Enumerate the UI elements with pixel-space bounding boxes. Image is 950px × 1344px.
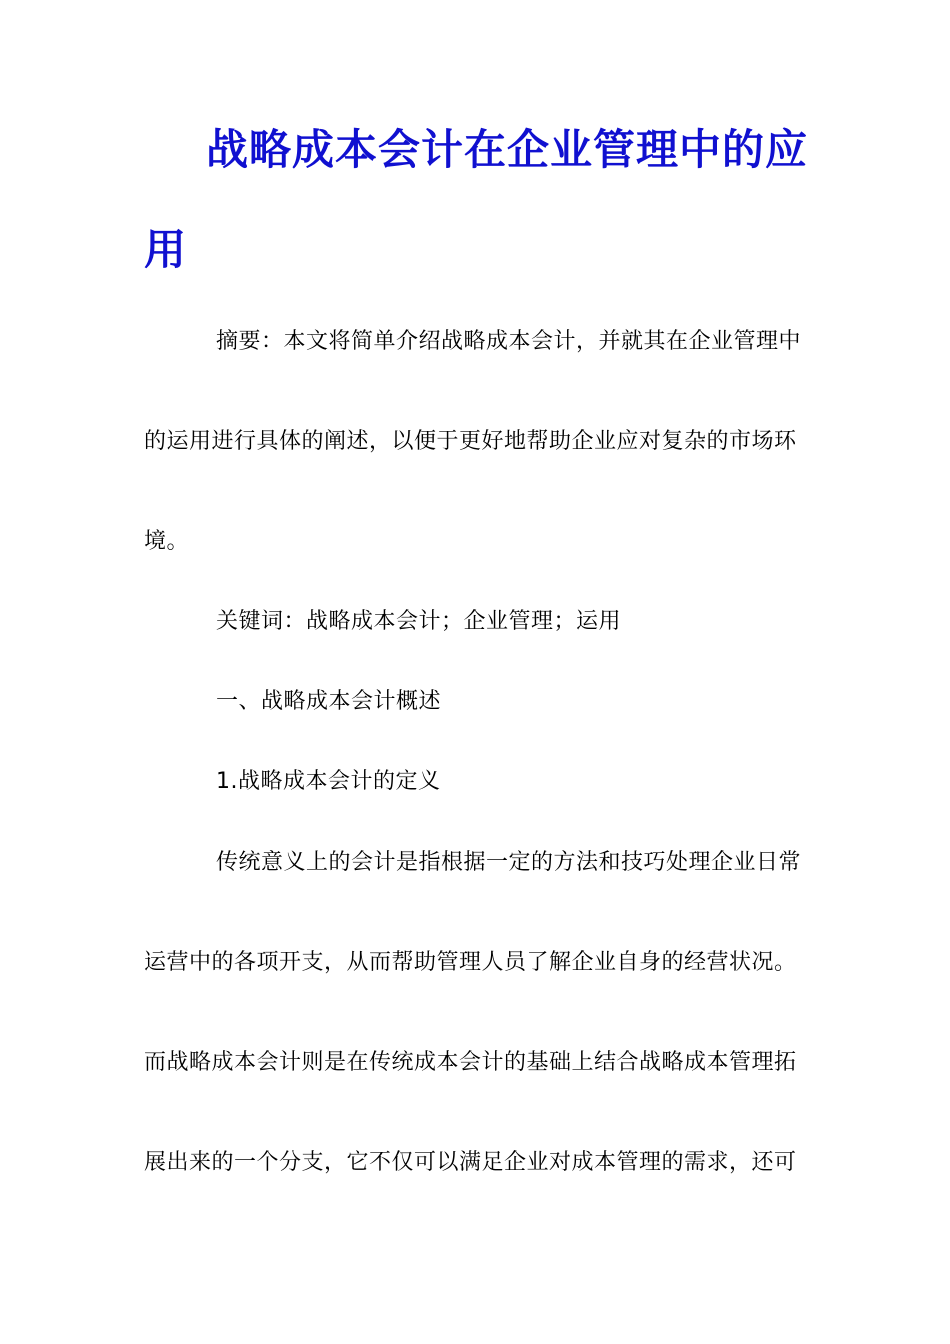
body-line-4: 展出来的一个分支，它不仅可以满足企业对成本管理的需求，还可	[144, 1150, 797, 1175]
body-line-3: 而战略成本会计则是在传统成本会计的基础上结合战略成本管理拓	[144, 1050, 797, 1075]
abstract-line-2: 的运用进行具体的阐述，以便于更好地帮助企业应对复杂的市场环	[144, 429, 797, 454]
body-line-1: 传统意义上的会计是指根据一定的方法和技巧处理企业日常	[216, 850, 802, 875]
keywords-line: 关键词：战略成本会计；企业管理；运用	[216, 609, 622, 634]
body-line-2: 运营中的各项开支，从而帮助管理人员了解企业自身的经营状况。	[144, 950, 797, 975]
abstract-line-1: 摘要：本文将简单介绍战略成本会计，并就其在企业管理中	[216, 329, 802, 354]
abstract-line-3: 境。	[144, 529, 190, 554]
subsection-heading: 1.战略成本会计的定义	[216, 769, 441, 794]
section-heading: 一、战略成本会计概述	[216, 689, 442, 714]
document-title-line-1: 战略成本会计在企业管理中的应	[206, 125, 809, 174]
document-title-line-2: 用	[144, 225, 188, 274]
